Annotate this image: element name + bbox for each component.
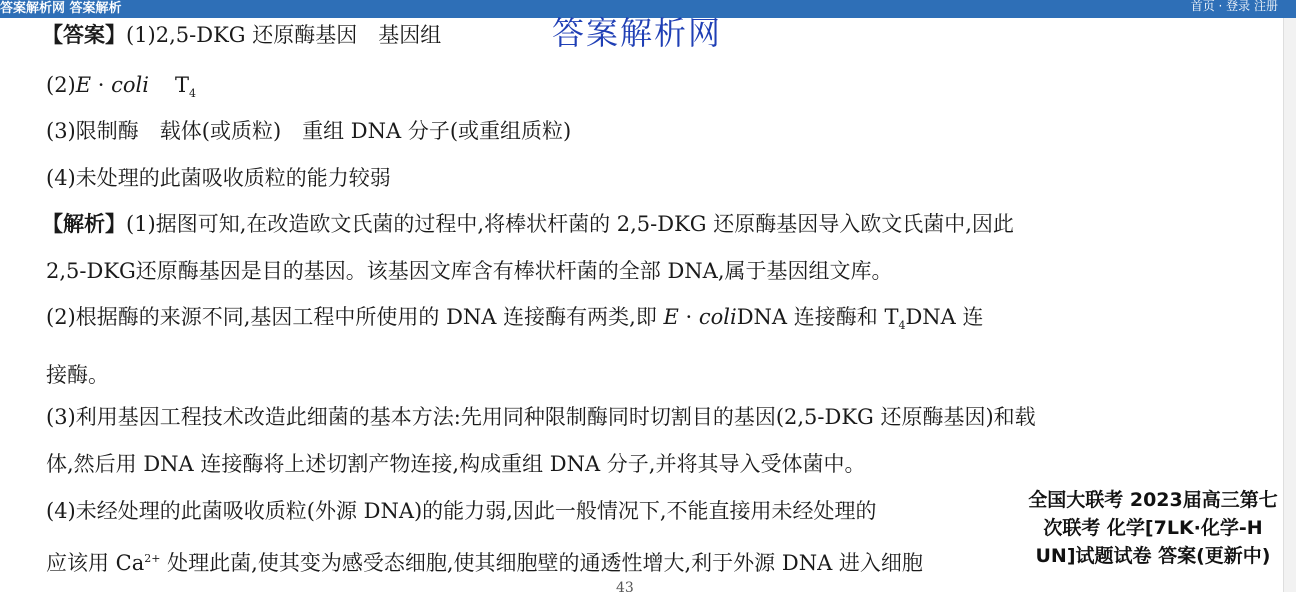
answer-q1: (1)2,5-DKG 还原酶基因 基因组 [126, 23, 442, 47]
analysis-p3-line-1: (3)利用基因工程技术改造此细菌的基本方法:先用同种限制酶同时切割目的基因(2,5-DKG 还原酶基因)和载 [46, 405, 1036, 429]
answer-line-2 [46, 72, 196, 107]
analysis-p2-line-2: 接酶。 [46, 363, 109, 387]
overlay-line-3: UN]试题试卷 答案(更新中) [1035, 545, 1271, 567]
analysis-p4-sup: 2+ [144, 552, 161, 565]
analysis-p2-e: E [663, 305, 679, 329]
answer-q2-prefix: (2) [46, 73, 76, 97]
analysis-p3-line-2: 体,然后用 DNA 连接酶将上述切割产物连接,构成重组 DNA 分子,并将其导入受体菌中。 [46, 452, 866, 476]
analysis-p4-line-2 [46, 546, 923, 576]
overlay-line-2: 次联考 化学[7LK·化学-H [1043, 517, 1263, 539]
answer-line-3: (3)限制酶 载体(或质粒) 重组 DNA 分子(或重组质粒) [46, 119, 572, 143]
analysis-p1-text-1: (1)据图可知,在改造欧文氏菌的过程中,将棒状杆菌的 2,5-DKG 还原酶基因导入欧文氏菌中,因此 [126, 212, 1014, 236]
answer-q2-coli: coli [111, 73, 149, 97]
analysis-p2-coli: coli [698, 305, 737, 329]
analysis-p4-line-1: (4)未经处理的此菌吸收质粒(外源 DNA)的能力弱,因此一般情况下,不能直接用未经处理的 [46, 499, 877, 523]
exam-info-overlay[interactable] [1014, 486, 1292, 570]
analysis-p2-text-c: DNA 连 [905, 305, 984, 329]
answer-line-4: (4)未处理的此菌吸收质粒的能力较弱 [46, 166, 391, 190]
analysis-p1-line-1 [42, 211, 1014, 237]
analysis-p2-line-1 [46, 304, 984, 339]
analysis-p2-text-a: (2)根据酶的来源不同,基因工程中所使用的 DNA 连接酶有两类,即 [46, 305, 664, 329]
watermark-title: 答案解析网 [552, 14, 723, 52]
analysis-p4-text-a: 应该用 Ca [46, 551, 145, 575]
analysis-tag: 【解析】 [42, 212, 126, 236]
top-right-links[interactable]: 首页 · 登录 注册 [1190, 0, 1278, 13]
answer-q2-e: E [75, 73, 92, 97]
analysis-p2-dot: · [678, 305, 699, 329]
answer-q2-t-sub: 4 [188, 87, 196, 101]
analysis-p1-line-2: 2,5-DKG还原酶基因是目的基因。该基因文库含有棒状杆菌的全部 DNA,属于基因组文库。 [46, 259, 893, 283]
answer-line-1 [42, 22, 441, 48]
answer-tag: 【答案】 [42, 23, 126, 47]
analysis-p2-sub: 4 [898, 319, 906, 333]
page-number: 43 [616, 580, 634, 596]
overlay-line-1: 全国大联考 2023届高三第七 [1028, 489, 1278, 511]
answer-q2-t: T [174, 73, 189, 97]
vertical-scrollbar[interactable] [1283, 18, 1296, 592]
site-brand[interactable]: 答案解析网 答案解析 [0, 1, 122, 16]
answer-q2-dot: · [91, 73, 112, 97]
analysis-p2-text-b: DNA 连接酶和 T [736, 305, 899, 329]
analysis-p4-text-b: 处理此菌,使其变为感受态细胞,使其细胞壁的通透性增大,利于外源 DNA 进入细胞 [160, 551, 923, 575]
